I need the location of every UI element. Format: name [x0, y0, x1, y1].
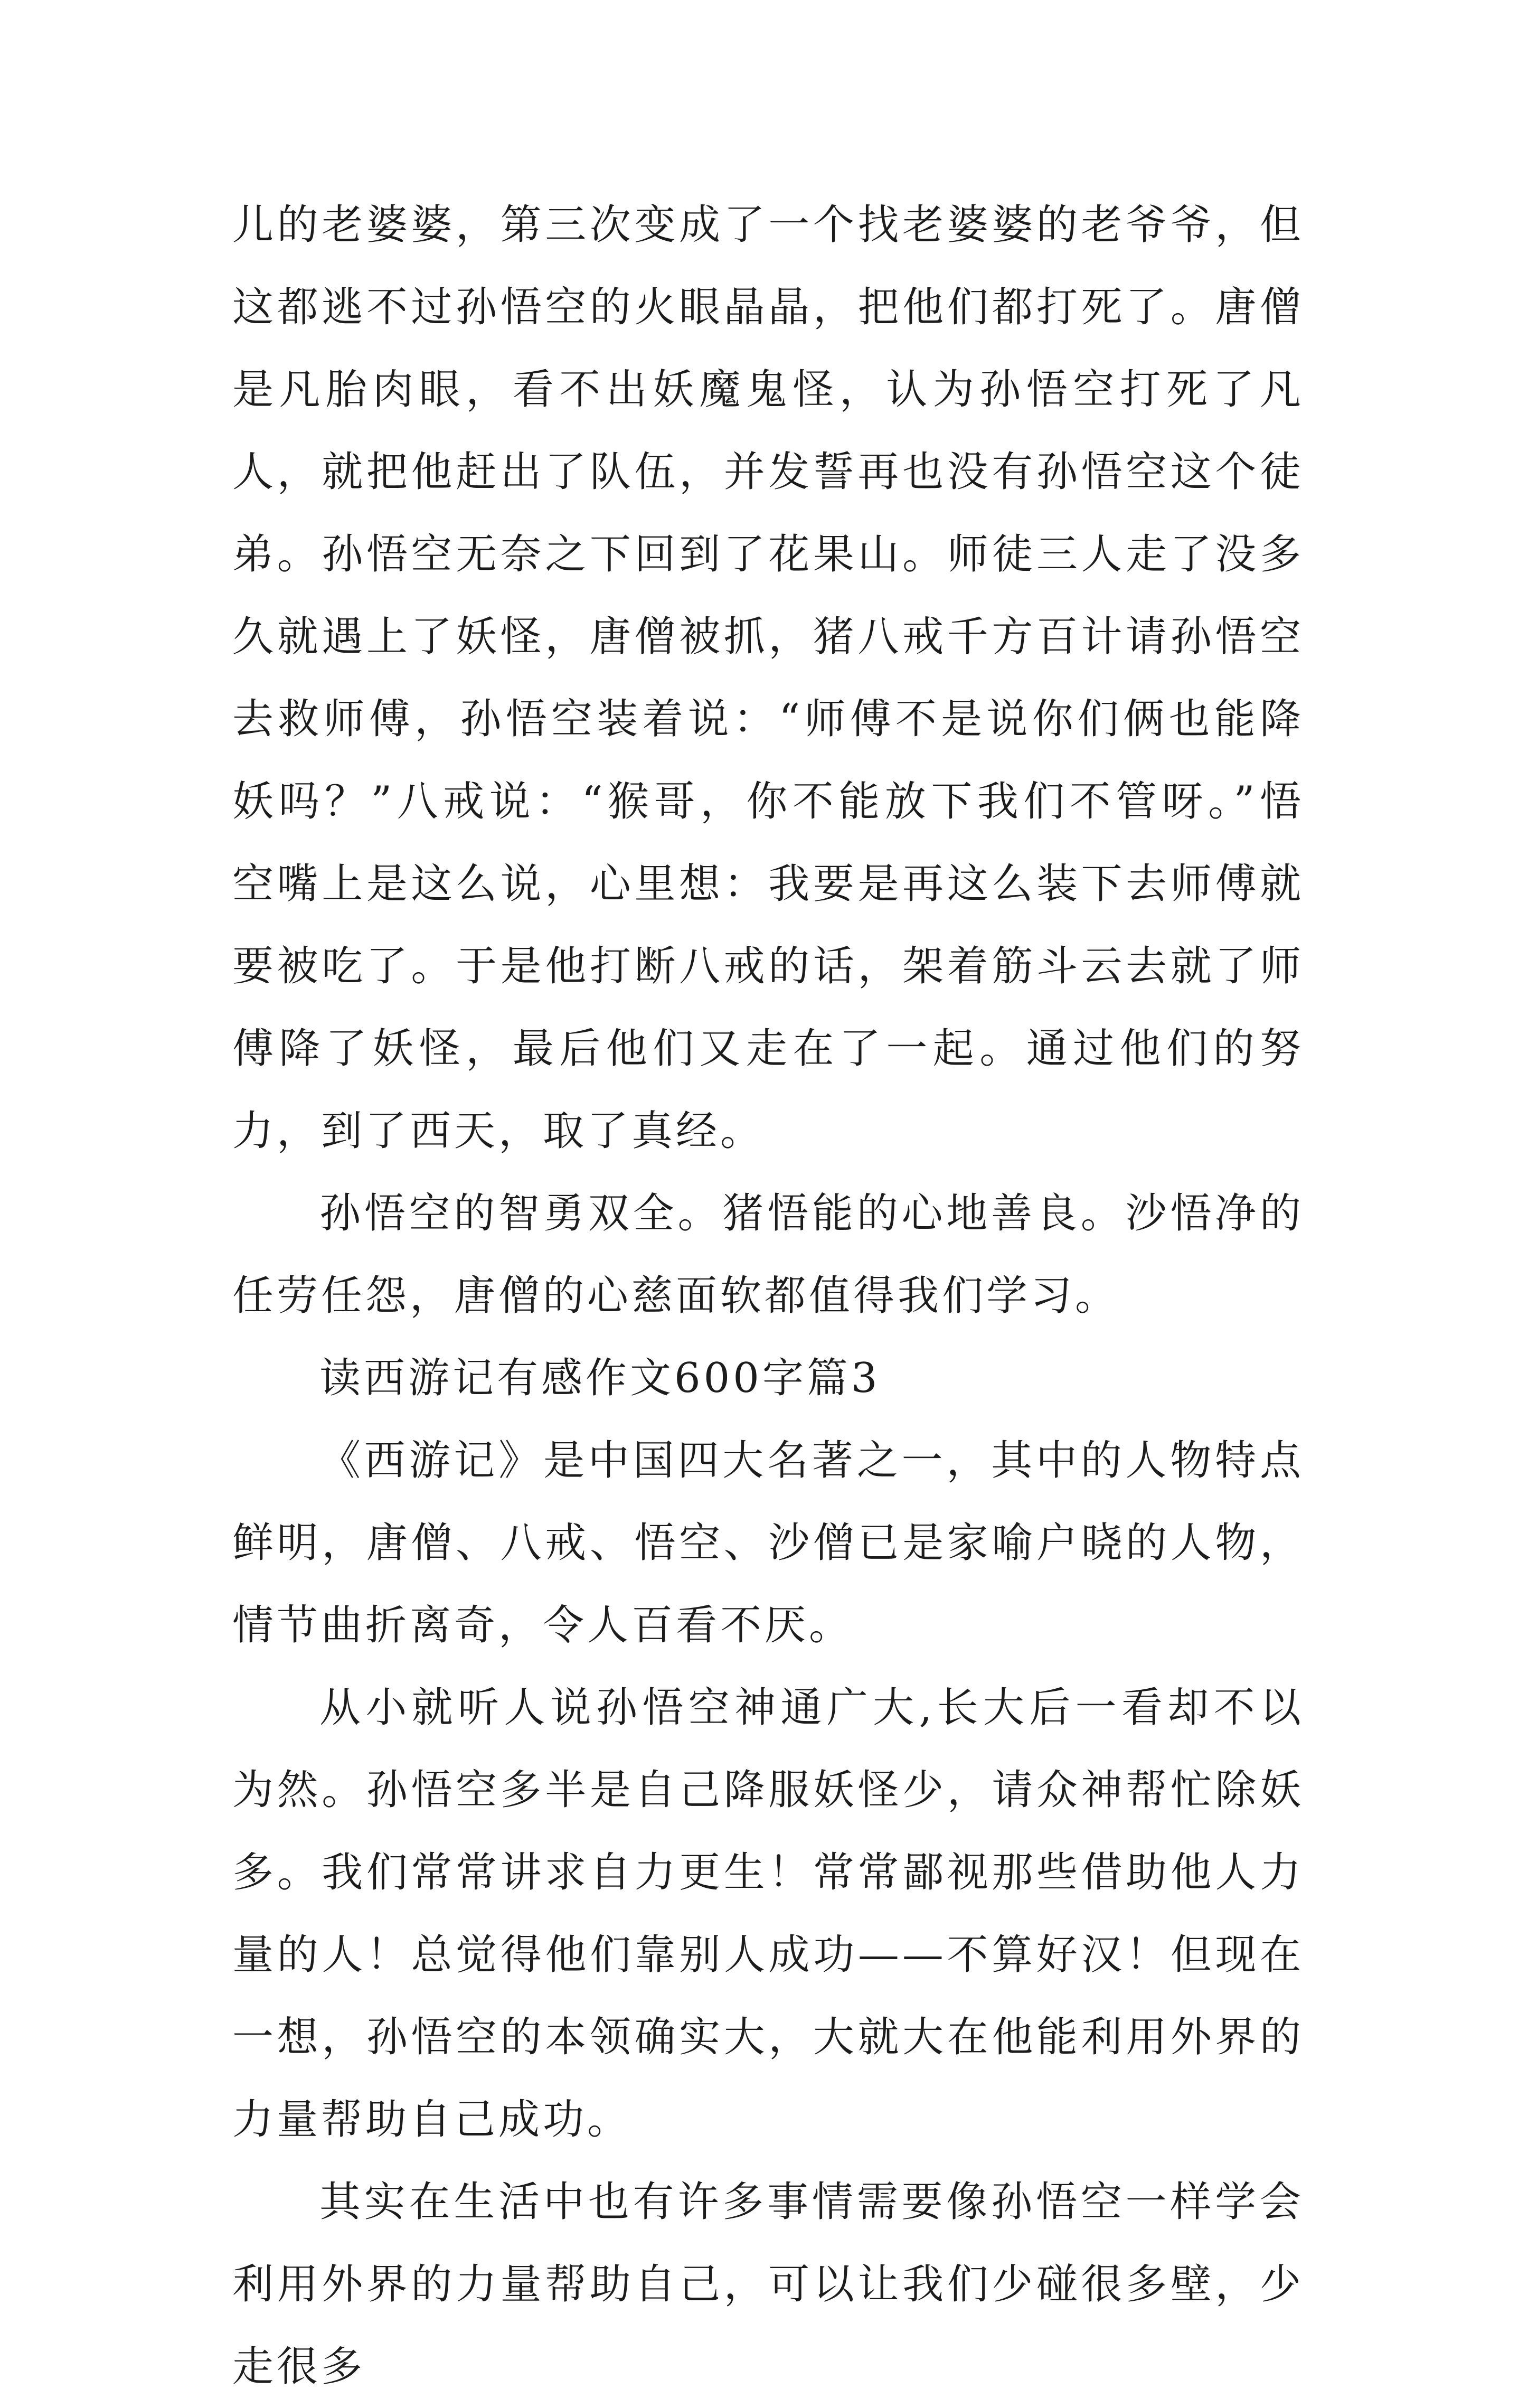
paragraph-reflection: 从小就听人说孙悟空神通广大,长大后一看却不以为然。孙悟空多半是自己降服妖怪少，请众神帮忙除妖多。我们常常讲求自力更生！常常鄙视那些借助他人力量的人！总觉得他们靠别人成功——不算好汉！但现在一想，孙悟空的本领确实大，大就大在他能利用外界的力量帮助自己成功。 — [232, 1684, 1304, 2143]
paragraph-intro: 《西游记》是中国四大名著之一，其中的人物特点鲜明，唐僧、八戒、悟空、沙僧已是家喻户晓的人物，情节曲折离奇，令人百看不厌。 — [232, 1437, 1304, 1649]
essay-title: 读西游记有感作文600字篇3 — [319, 1354, 881, 1402]
paragraph-conclusion: 其实在生活中也有许多事情需要像孙悟空一样学会利用外界的力量帮助自己，可以让我们少碰很多壁，少走很多 — [232, 2178, 1304, 2391]
essay-body — [232, 184, 1304, 2408]
paragraph-continuation: 儿的老婆婆，第三次变成了一个找老婆婆的老爷爷，但这都逃不过孙悟空的火眼晶晶，把他们都打死了。唐僧是凡胎肉眼，看不出妖魔鬼怪，认为孙悟空打死了凡人，就把他赶出了队伍，并发誓再也没有孙悟空这个徒弟。孙悟空无奈之下回到了花果山。师徒三人走了没多久就遇上了妖怪，唐僧被抓，猪八戒千方百计请孙悟空去救师傅，孙悟空装着说：“师傅不是说你们俩也能降妖吗？”八戒说：“猴哥，你不能放下我们不管呀。”悟空嘴上是这么说，心里想：我要是再这么装下去师傅就要被吃了。于是他打断八戒的话，架着筋斗云去就了师傅降了妖怪，最后他们又走在了一起。通过他们的努力，到了西天，取了真经。 — [232, 201, 1304, 1155]
paragraph-character-summary: 孙悟空的智勇双全。猪悟能的心地善良。沙悟净的任劳任怨，唐僧的心慈面软都值得我们学习。 — [232, 1190, 1304, 1320]
